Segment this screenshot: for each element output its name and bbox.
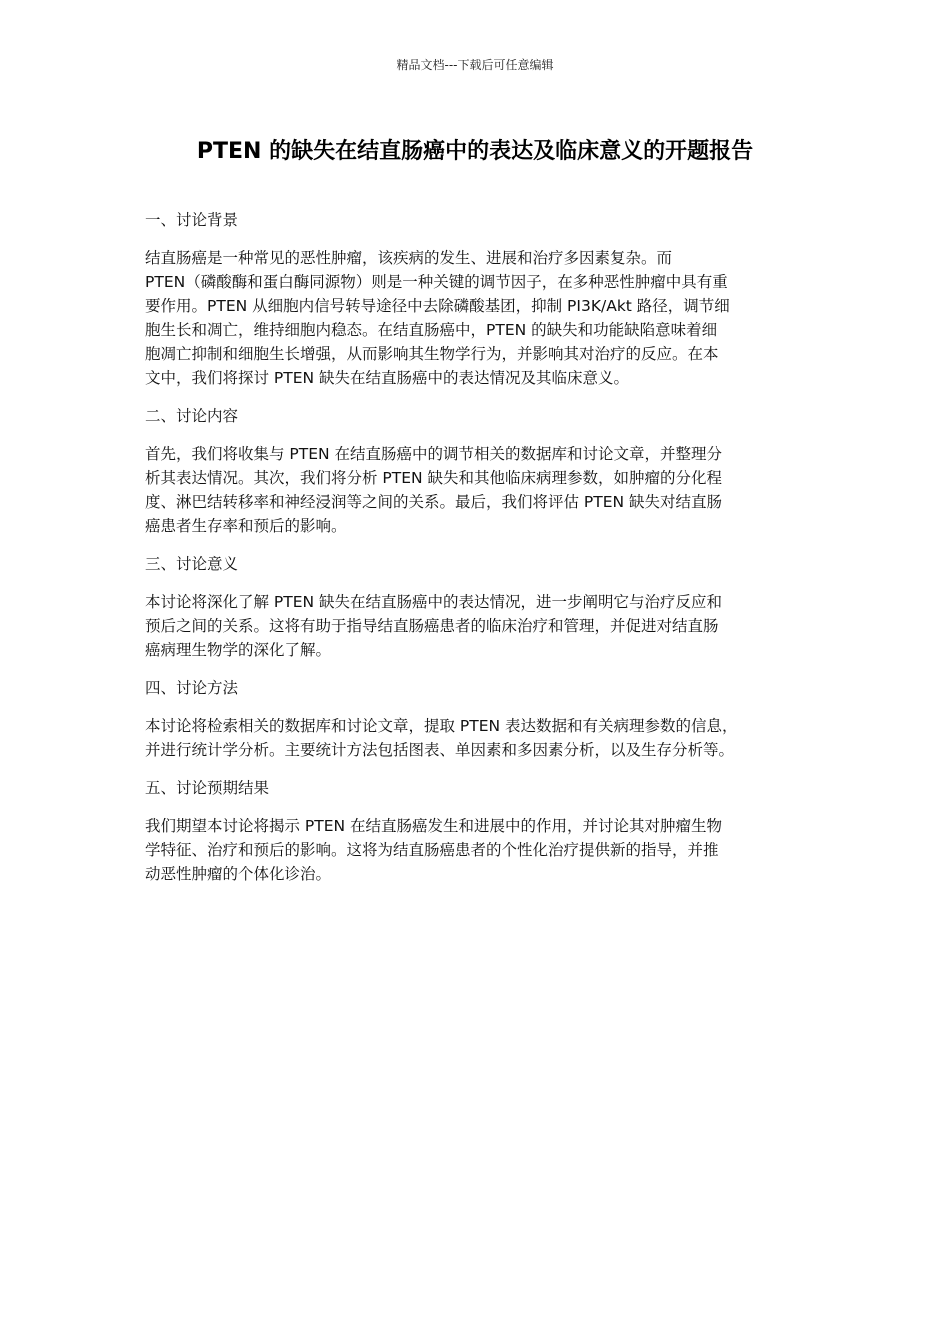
paragraph-line: 本讨论将深化了解 PTEN 缺失在结直肠癌中的表达情况，进一步阐明它与治疗反应和 xyxy=(145,593,723,611)
paragraph-line: 并进行统计学分析。主要统计方法包括图表、单因素和多因素分析，以及生存分析等。 xyxy=(145,741,735,759)
paragraph-line: 首先，我们将收集与 PTEN 在结直肠癌中的调节相关的数据库和讨论文章，并整理分 xyxy=(145,445,723,463)
section-paragraph xyxy=(145,590,810,662)
section-heading: 四、讨论方法 xyxy=(145,679,239,697)
document-title: PTEN 的缺失在结直肠癌中的表达及临床意义的开题报告 xyxy=(196,139,754,164)
paragraph-line: 癌病理生物学的深化了解。 xyxy=(145,641,332,659)
paragraph-line: PTEN（磷酸酶和蛋白酶同源物）则是一种关键的调节因子，在多种恶性肿瘤中具有重 xyxy=(145,273,728,291)
paragraph-line: 预后之间的关系。这将有助于指导结直肠癌患者的临床治疗和管理，并促进对结直肠 xyxy=(145,617,719,635)
section-paragraph xyxy=(145,442,810,538)
section-heading: 三、讨论意义 xyxy=(145,555,239,573)
paragraph-line: 度、淋巴结转移率和神经浸润等之间的关系。最后，我们将评估 PTEN 缺失对结直肠 xyxy=(145,493,723,511)
section-paragraph xyxy=(145,714,810,762)
document-body xyxy=(145,208,810,900)
section-content xyxy=(145,404,810,538)
paragraph-line: 动恶性肿瘤的个体化诊治。 xyxy=(145,865,332,883)
section-heading: 五、讨论预期结果 xyxy=(145,779,270,797)
paragraph-line: 文中，我们将探讨 PTEN 缺失在结直肠癌中的表达情况及其临床意义。 xyxy=(145,369,630,387)
section-background xyxy=(145,208,810,390)
section-heading: 二、讨论内容 xyxy=(145,407,239,425)
paragraph-line: 结直肠癌是一种常见的恶性肿瘤，该疾病的发生、进展和治疗多因素复杂。而 xyxy=(145,249,673,267)
header-note: 精品文档---下载后可任意编辑 xyxy=(396,58,554,72)
section-expected-results xyxy=(145,776,810,886)
section-methods xyxy=(145,676,810,762)
section-heading: 一、讨论背景 xyxy=(145,211,239,229)
paragraph-line: 要作用。PTEN 从细胞内信号转导途径中去除磷酸基团，抑制 PI3K/Akt 路径，调节细 xyxy=(145,297,730,315)
paragraph-line: 我们期望本讨论将揭示 PTEN 在结直肠癌发生和进展中的作用，并讨论其对肿瘤生物 xyxy=(145,817,723,835)
paragraph-line: 胞凋亡抑制和细胞生长增强，从而影响其生物学行为，并影响其对治疗的反应。在本 xyxy=(145,345,719,363)
paragraph-line: 癌患者生存率和预后的影响。 xyxy=(145,517,347,535)
paragraph-line: 学特征、治疗和预后的影响。这将为结直肠癌患者的个性化治疗提供新的指导，并推 xyxy=(145,841,719,859)
paragraph-line: 本讨论将检索相关的数据库和讨论文章，提取 PTEN 表达数据和有关病理参数的信息， xyxy=(145,717,738,735)
section-paragraph xyxy=(145,814,810,886)
section-paragraph xyxy=(145,246,810,390)
section-significance xyxy=(145,552,810,662)
paragraph-line: 胞生长和凋亡，维持细胞内稳态。在结直肠癌中，PTEN 的缺失和功能缺陷意味着细 xyxy=(145,321,718,339)
paragraph-line: 析其表达情况。其次，我们将分析 PTEN 缺失和其他临床病理参数，如肿瘤的分化程 xyxy=(145,469,723,487)
